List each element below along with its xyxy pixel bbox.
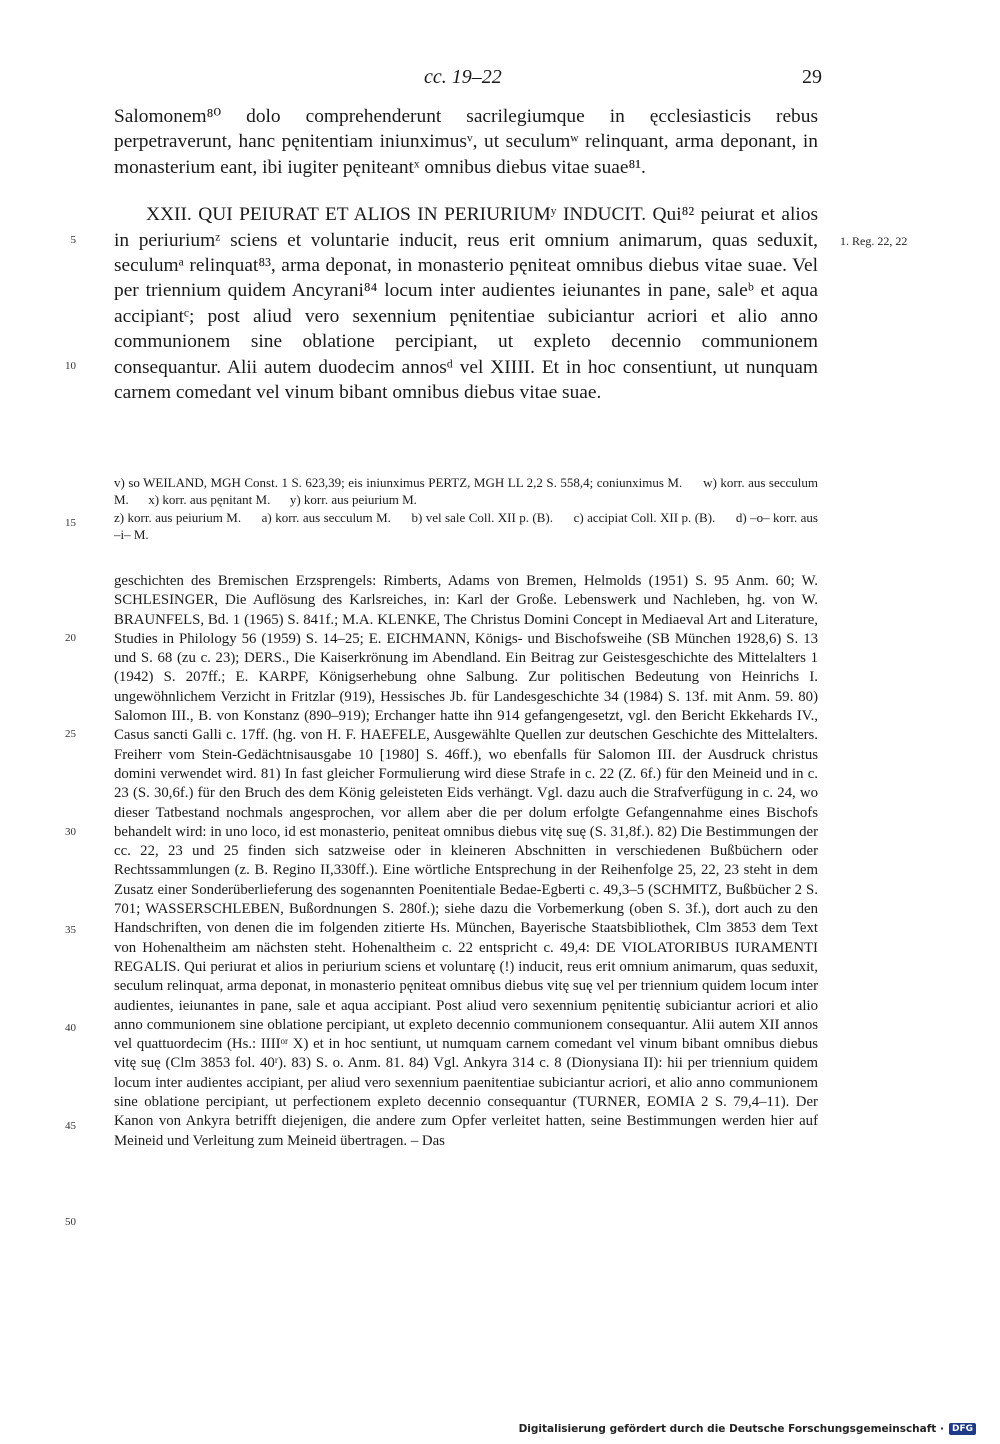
funding-text: Digitalisierung gefördert durch die Deutsche Forschungsgemeinschaft · <box>518 1423 944 1435</box>
line-number: 40 <box>65 1022 76 1034</box>
line-number: 25 <box>65 728 76 740</box>
line-number: 10 <box>65 360 76 372</box>
line-numbers <box>0 0 114 1444</box>
page-header <box>0 66 1000 94</box>
paragraph-continuation: Salomonem⁸⁰ dolo comprehenderunt sacrilegiumque in ęcclesiasticis rebus perpetraverunt, hanc pęnitentiam iniunximusᵛ, ut seculumʷ relinquant, arma deponant, in monasterium eant, ibi iugiter pęniteantˣ omnibus diebus vitae suae⁸¹. <box>114 106 818 178</box>
page-number: 29 <box>802 66 822 88</box>
apparatus-line: z) korr. aus peiurium M. a) korr. aus secculum M. b) vel sale Coll. XII p. (B). c) accipiat Coll. XII p. (B). d) –o– korr. aus –i– M. <box>114 509 822 542</box>
critical-apparatus <box>114 474 822 543</box>
line-number: 35 <box>65 924 76 936</box>
line-number: 30 <box>65 826 76 838</box>
apparatus-line: v) so WEILAND, MGH Const. 1 S. 623,39; eis iniunximus PERTZ, MGH LL 2,2 S. 558,4; coniunximus M. w) korr. aus secculum M. x) korr. aus pęnitant M. y) korr. aus peiurium M. <box>114 475 822 508</box>
line-number: 45 <box>65 1120 76 1132</box>
footnotes <box>114 572 818 1151</box>
marginal-reference: 1. Reg. 22, 22 <box>840 234 908 248</box>
paragraph-chapter-xxii: XXII. QUI PEIURAT ET ALIOS IN PERIURIUMʸ INDUCIT. Qui⁸² peiurat et alios in periuriumᶻ sciens et voluntarie inducit, reus erit omnium animarum, quas seduxit, seculumᵃ relinquat⁸³, arma deponat, in monasterio pęniteat omnibus diebus vitae suae. Vel per triennium quidem Ancyrani⁸⁴ locum inter audientes ieiunantes in pane, saleᵇ et aqua accipiantᶜ; post aliud vero sexennium pęnitentiae subiciantur acriori et alio anno communionem sine oblatione percipiant, ut expleto decennio communionem consequantur. Alii autem duodecim annosᵈ vel XIIII. Et in hoc consentiunt, ut nunquam carnem comedant vel vinum bibant omnibus diebus vitae suae. <box>114 204 818 404</box>
line-number: 5 <box>70 234 76 246</box>
footnote-text: geschichten des Bremischen Erzsprengels: Rimberts, Adams von Bremen, Helmolds (1951) S. 95 Anm. 60; W. SCHLESINGER, Die Auflösung des Karlsreiches, in: Karl der Große. Lebenswerk und Nachleben, hg. von W. BRAUNFELS, Bd. 1 (1965) S. 841f.; M.A. KLENKE, The Christus Domini Concept in Mediaeval Art and Literature, Studies in Philology 56 (1959) S. 14–25; E. EICHMANN, Königs- und Bischofsweihe (SB München 1928,6) S. 13 und S. 68 (zu c. 23); DERS., Die Kaiserkrönung im Abendland. Ein Beitrag zur Geistesgeschichte des Mittelalters 1 (1942) S. 207ff.; E. KARPF, Königserhebung ohne Salbung. Zur politischen Bedeutung von Heinrichs I. ungewöhnlichem Verzicht in Fritzlar (919), Hessisches Jb. für Landesgeschichte 34 (1984) S. 13f. mit Anm. 59. 80) Salomon III., B. von Konstanz (890–919); Erchanger hatte ihn 914 gefangengesetzt, vgl. den Bericht Ekkehards IV., Casus sancti Galli c. 17ff. (hg. von H. F. HAEFELE, Ausgewählte Quellen zur deutschen Geschichte des Mittelalters. Freiherr vom Stein-Gedächtnisausgabe 10 [1980] S. 46ff.), wo ebenfalls für Salomon III. der Ausdruck christus domini verwendet wird. 81) In fast gleicher Formulierung wird diese Strafe in c. 22 (Z. 6f.) für den Meineid und in c. 23 (S. 30,6f.) für den Bruch des dem König geleisteten Eids verhängt. Vgl. dazu auch die Strafverfügung in c. 24, wo dieser Tatbestand nochmals angesprochen, vor allem aber die per dolum erfolgte Gefangennahme eines Bischofs behandelt wird: in uno loco, id est monasterio, peniteat omnibus diebus vitę suę (S. 31,8f.). 82) Die Bestimmungen der cc. 22, 23 und 25 finden sich satzweise oder in kleineren Abschnitten in verschiedenen Bußbüchern oder Rechtssammlungen (z. B. Regino II,330ff.). Eine wörtliche Entsprechung in der Reihenfolge 25, 22, 23 steht in dem Zusatz einer Sonderüberlieferung des sogenannten Poenitentiale Bedae-Egberti c. 49,3–5 (SCHMITZ, Bußbücher 2 S. 701; WASSERSCHLEBEN, Bußordnungen S. 280f.); siehe dazu die Vorbemerkung (oben S. 3f.), dort auch zu den Handschriften, von denen die im folgenden zitierte Hs. München, Bayerische Staatsbibliothek, Clm 3853 dem Text von Hohenaltheim am nächsten steht. Hohenaltheim c. 22 entspricht c. 49,4: DE VIOLATORIBUS IURAMENTI REGALIS. Qui periurat et alios in periurium sciens et voluntarę (!) inducit, reus erit omnium animarum, quas seduxit, seculum relinquat, arma deponat, in monasterio pęniteat omnibus diebus vitę suę vel per triennium quidem locum inter audientes, ieiunantes in pane, sale et aqua accipiant. Post aliud vero sexennium pęnitentię subiciantur acriori et alio anno communionem sine oblatione percipiant, ut expleto decennio communionem consequantur. Alii autem XII annos vel quattuordecim (Hs.: IIIIᵒʳ X) et in hoc sentiunt, ut numquam carnem comedant vel vinum bibant omnibus diebus vitę suę (Clm 3853 fol. 40ʳ). 83) S. o. Anm. 81. 84) Vgl. Ankyra 314 c. 8 (Dionysiana II): hii per triennium quidem locum inter audientes accipiant, per aliud vero sexennium paenitentiae subiciantur acriori, et alio anno communionem sine oblatione percipiant, ut perfectionem expleto decennio consequantur (TURNER, EOMIA 2 S. 79,4–11). Der Kanon von Ankyra betrifft diejenigen, die andere zum Opfer verleitet hatten, seine Bestimmungen werden hier auf Meineid und Verleitung zum Meineid übertragen. – Das <box>114 573 818 1149</box>
line-number: 50 <box>65 1216 76 1228</box>
line-number: 15 <box>65 517 76 529</box>
line-number: 20 <box>65 632 76 644</box>
main-text <box>114 104 818 405</box>
dfg-logo: DFG <box>949 1423 976 1435</box>
running-head: cc. 19–22 <box>424 66 502 88</box>
funding-footer <box>519 1423 976 1435</box>
